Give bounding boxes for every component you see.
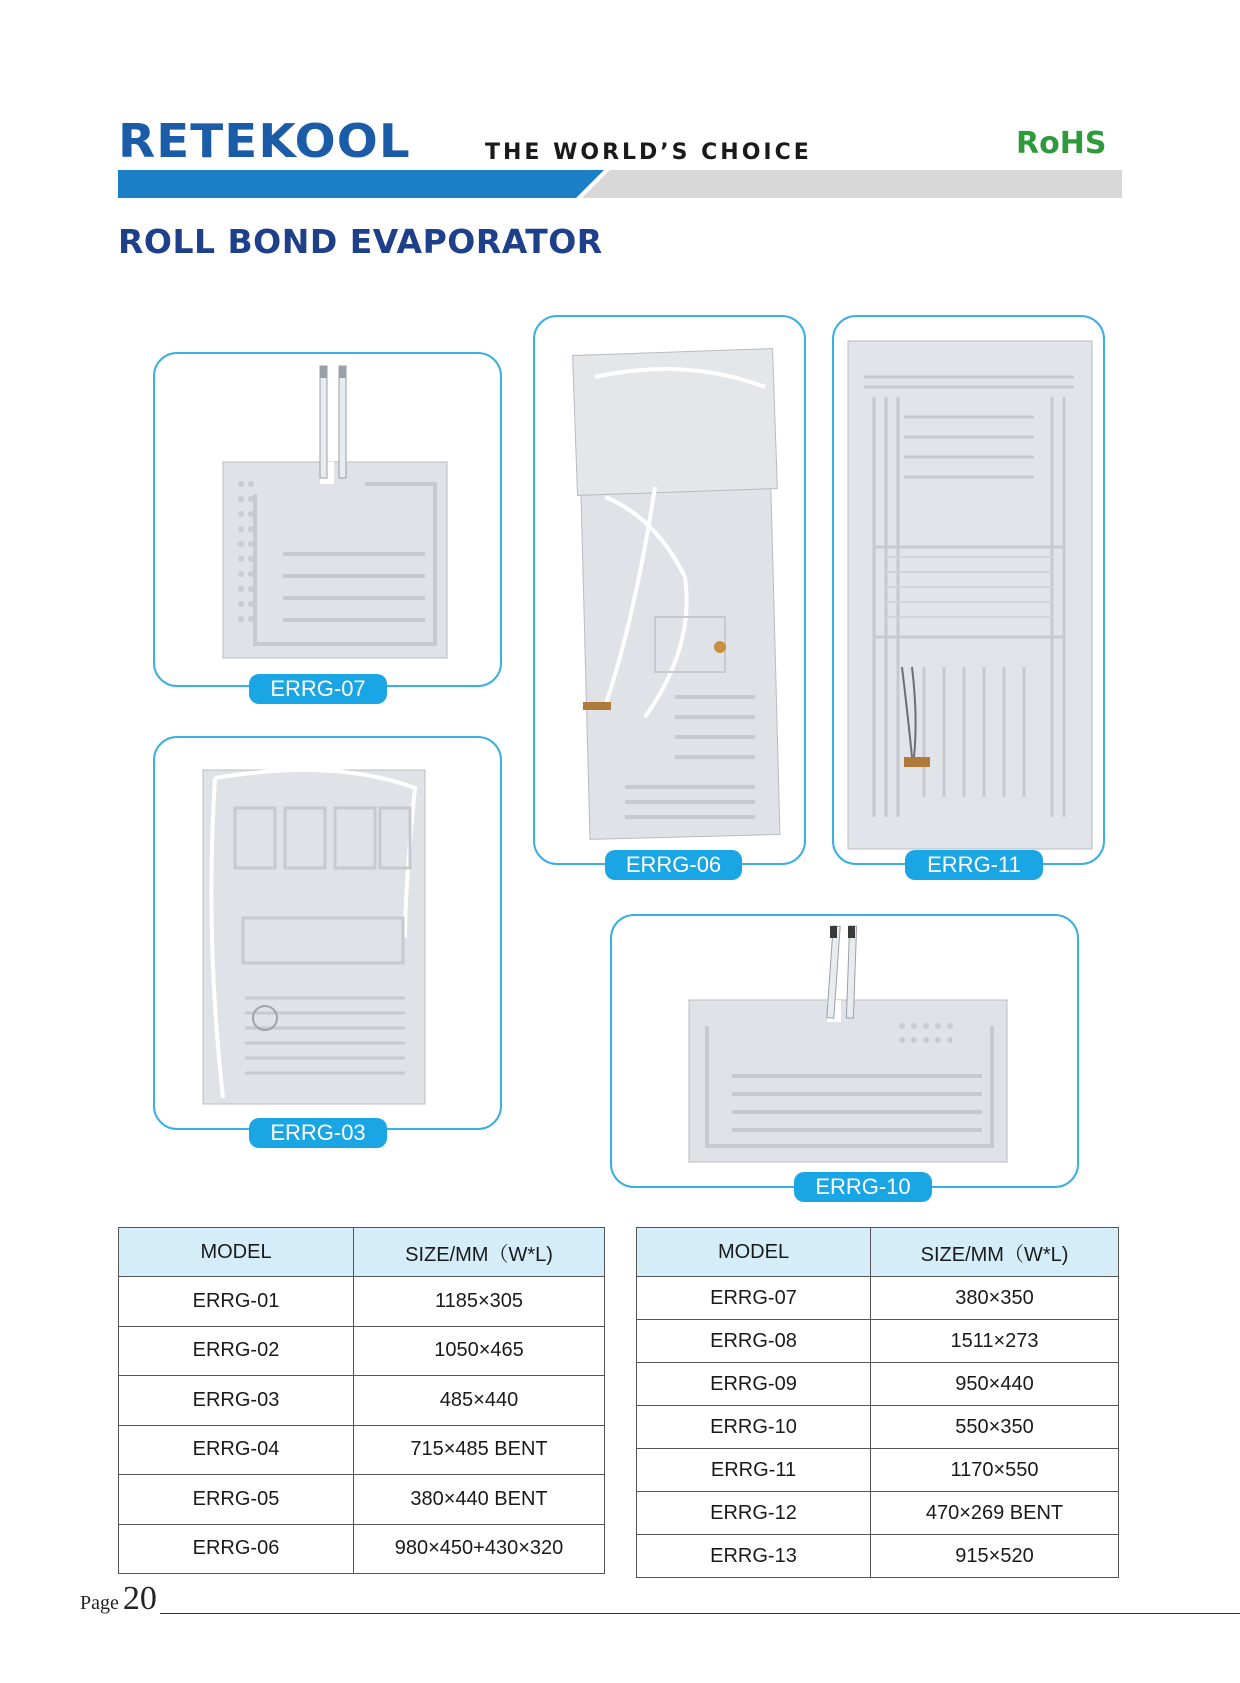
model-cell: ERRG-11 [637,1449,871,1492]
product-card-errg-07 [153,352,502,687]
spec-table-right [636,1227,1119,1578]
table-row [119,1425,605,1475]
table-row [637,1320,1119,1363]
evaporator-photo [155,738,504,1132]
spec-table-left [118,1227,605,1574]
size-cell: 1170×550 [871,1449,1119,1492]
page-word: Page [80,1592,119,1614]
model-tag-errg-07: ERRG-07 [249,674,387,704]
size-cell: 470×269 BENT [871,1492,1119,1535]
product-card-errg-11 [832,315,1105,865]
size-cell: 1050×465 [354,1326,605,1376]
table-row [119,1376,605,1426]
table-row [637,1535,1119,1578]
product-card-errg-10 [610,914,1079,1188]
header-bar [118,170,1122,198]
model-tag-errg-03: ERRG-03 [249,1118,387,1148]
evaporator-photo [834,317,1107,867]
evaporator-photo [155,354,504,689]
model-cell: ERRG-08 [637,1320,871,1363]
model-cell: ERRG-03 [119,1376,354,1426]
size-cell: 380×440 BENT [354,1475,605,1525]
table-row [119,1326,605,1376]
evaporator-photo [535,317,808,867]
table-row [119,1475,605,1525]
model-cell: ERRG-09 [637,1363,871,1406]
brand-logo: RETEKOOL [118,114,411,168]
model-cell: ERRG-07 [637,1277,871,1320]
size-cell: 715×485 BENT [354,1425,605,1475]
table-row [637,1277,1119,1320]
model-cell: ERRG-04 [119,1425,354,1475]
product-card-errg-03 [153,736,502,1130]
model-tag-errg-11: ERRG-11 [905,850,1043,880]
model-cell: ERRG-13 [637,1535,871,1578]
footer-divider [160,1613,1240,1614]
model-tag-errg-10: ERRG-10 [794,1172,932,1202]
page-number-value: 20 [122,1580,157,1617]
table-header-row [119,1228,605,1277]
model-cell: ERRG-01 [119,1277,354,1327]
rohs-badge: RoHS [1016,126,1107,161]
model-cell: ERRG-10 [637,1406,871,1449]
page-number [80,1580,157,1618]
size-cell: 485×440 [354,1376,605,1426]
size-cell: 550×350 [871,1406,1119,1449]
table-row [119,1277,605,1327]
size-cell: 1511×273 [871,1320,1119,1363]
table-header-row [637,1228,1119,1277]
product-card-errg-06 [533,315,806,865]
size-cell: 380×350 [871,1277,1119,1320]
column-header-size: SIZE/MM（W*L) [871,1228,1119,1277]
size-cell: 915×520 [871,1535,1119,1578]
evaporator-photo [612,916,1081,1190]
table-row [637,1406,1119,1449]
table-row [637,1449,1119,1492]
table-row [637,1363,1119,1406]
column-header-model: MODEL [637,1228,871,1277]
model-cell: ERRG-05 [119,1475,354,1525]
table-row [637,1492,1119,1535]
table-row [119,1524,605,1574]
size-cell: 1185×305 [354,1277,605,1327]
section-title: ROLL BOND EVAPORATOR [118,222,603,261]
model-cell: ERRG-12 [637,1492,871,1535]
model-cell: ERRG-02 [119,1326,354,1376]
size-cell: 980×450+430×320 [354,1524,605,1574]
tagline: THE WORLD’S CHOICE [485,140,812,165]
column-header-model: MODEL [119,1228,354,1277]
model-cell: ERRG-06 [119,1524,354,1574]
size-cell: 950×440 [871,1363,1119,1406]
column-header-size: SIZE/MM（W*L) [354,1228,605,1277]
model-tag-errg-06: ERRG-06 [605,850,742,880]
